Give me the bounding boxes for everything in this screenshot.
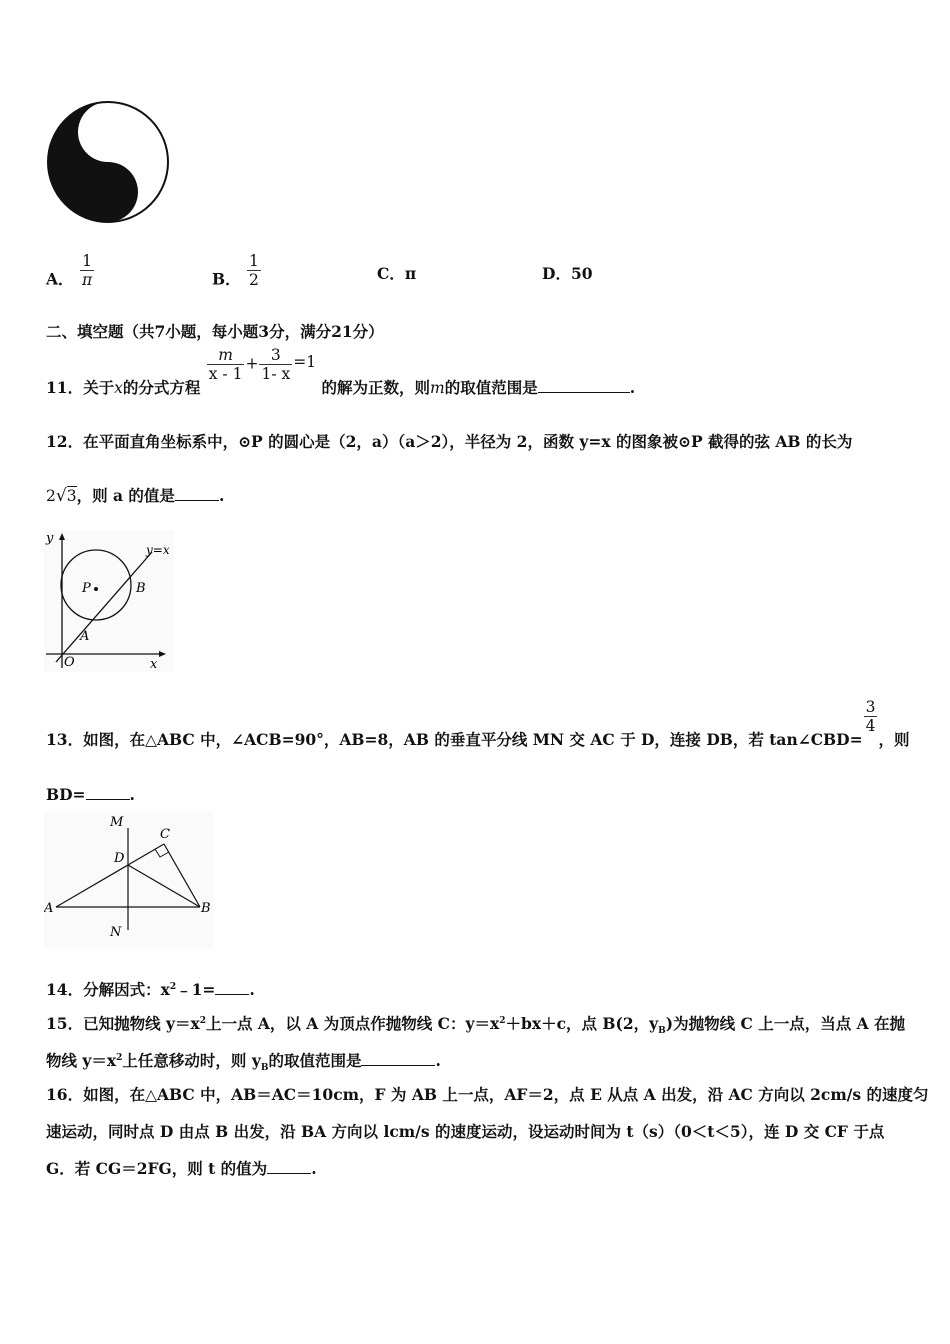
question-12-line-1: 12．在平面直角坐标系中，⊙P 的圆心是（2，a）（a＞2），半径为 2，函数 y=x 的图象被⊙P 截得的弦 AB 的长为 [46,432,853,451]
q13-fraction: $\frac{3}{4}$ [865,698,876,735]
option-a-fraction: $\frac{1}{\pi}$ [81,252,93,289]
section-title: 二、填空题（共7小题，每小题3分，满分21分） [46,322,384,341]
question-13-line-2: BD= . [46,785,135,804]
label-d: D [114,851,125,866]
yin-yang-figure [44,98,172,226]
option-c: C．π [377,264,417,283]
label-b: B [136,581,146,596]
label-m: M [110,815,124,830]
label-c: C [160,827,170,842]
question-16-line-3: G．若 CG＝2FG，则 t 的值为 . [46,1159,317,1178]
label-p: P [82,581,91,596]
q14-answer-blank[interactable] [215,980,249,995]
label-y: y [46,531,54,546]
label-n: N [110,925,122,940]
q11-fraction-1: $\frac{m}{x - 1}$ [208,346,243,383]
q12-answer-blank[interactable] [175,486,219,501]
question-15-line-1: 15．已知抛物线 $y=x^2$上一点 A，以 A 为顶点作抛物线 C：$y=x^2+bx+c$，点 B(2，$y_B$)为抛物线 C 上一点，当点 A 在抛 [46,1014,906,1037]
question-15-line-2: 物线 $y=x^2$上任意移动时，则 $y_B$的取值范围是 . [46,1051,441,1074]
sqrt-expression: 2√3 [46,486,77,506]
q16-answer-blank[interactable] [267,1159,311,1174]
label-a: A [80,629,90,644]
question-11: 11．关于x的分式方程 $\frac{m}{x - 1}$ + $\frac{3}{1- x}$ =1 的解为正数，则m的取值范围是 . [46,346,636,397]
label-x: x [150,657,158,672]
question-12-line-2: 2√3，则 a 的值是 . [46,486,225,506]
option-a: A． $\frac{1}{\pi}$ [46,252,93,289]
label-b: B [201,901,211,916]
question-16-line-1: 16．如图，在△ABC 中，AB＝AC＝10cm，F 为 AB 上一点，AF＝2，点 E 从点 A 出发，沿 AC 方向以 2cm/s 的速度匀 [46,1085,929,1104]
q11-fraction-2: $\frac{3}{1- x}$ [261,346,291,383]
option-d: D．50 [542,264,593,283]
question-13-line-1: 13．如图，在△ABC 中，∠ACB=90°，AB=8，AB 的垂直平分线 MN 交 AC 于 D，连接 DB，若 tan∠CBD= $\frac{3}{4}$ ，则 [46,698,910,749]
q13-answer-blank[interactable] [86,785,130,800]
label-line: y=x [146,543,170,557]
question-16-line-2: 速运动，同时点 D 由点 B 出发，沿 BA 方向以 lcm/s 的速度运动，设运动时间为 t（s）（0＜t＜5），连 D 交 CF 于点 [46,1122,885,1141]
question-14: 14．分解因式：$x^2﹣1=$ . [46,980,255,999]
label-a: A [44,901,54,916]
q15-answer-blank[interactable] [361,1051,435,1066]
q12-figure [44,530,174,672]
center-point-p [94,587,98,591]
option-b: B． $\frac{1}{2}$ [212,252,259,289]
label-o: O [64,655,75,670]
q11-answer-blank[interactable] [538,378,630,393]
q13-figure [44,812,214,948]
option-b-fraction: $\frac{1}{2}$ [249,252,259,289]
